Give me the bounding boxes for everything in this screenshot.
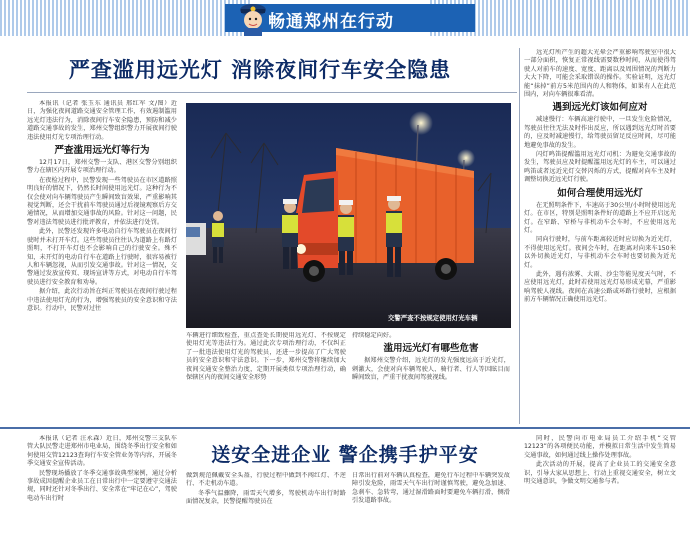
section-header: [0, 0, 690, 36]
second-headline: 送安全进企业 警企携手护平安: [211, 444, 479, 466]
section-divider: [0, 427, 690, 429]
paragraph: 减速慢行：车辆高速行驶中，一旦发生危险情况，驾驶员往往无法及时作出反应，所以遇到远光灯时首要的，应及时减速慢行，给驾驶员留足反应时间，尽可能地避免事故的发生。: [524, 116, 676, 149]
bottom-column-3: [352, 472, 510, 532]
night-checkpoint-photo: [186, 103, 511, 328]
paragraph: 此外，民警还发现许多电动自行车驾驶员在夜间行驶时并未打开车灯。这些驾驶员往往认为道路上有路灯照明，不打开车灯也不会影响自己的行驶安全。殊不知，未开灯的电动自行车在道路上行驶时，很容易被行人和车辆忽视，从而引发交通事故。针对这一情况，交警通过发放宣传页、现场宣讲等方式，对电动自行车驾驶员进行安全教育和劝导。: [27, 228, 177, 286]
paragraph: 远光灯所产生的超大光晕会严重影响驾驶室中很大一部分面积，恢复正常视线需要数秒时间，从而使得驾驶人对前车的速度、宽度、距离以及周围情况的判断力大大下降，可能会采取错误的操作。实验证明，远光灯能“抹掉”前方5米范围内的人和物体，如果有人在此范围内，对向车辆很难看清。: [524, 49, 676, 99]
main-headline: 严查滥用远光灯 消除夜间行车安全隐患: [68, 57, 452, 82]
police-mascot-icon: [236, 0, 270, 36]
headline-rule: [27, 92, 517, 93]
paragraph: 民警现场播放了冬季交通事故典型案例，通过分析事故成因提醒企业员工在日常出行中一定要遵守交通法规，同时还针对冬季出行、安全常在“牢记在心”，驾驶电动车出行时: [27, 469, 177, 502]
paragraph: 冬季气温骤降，雨雪天气增多，驾驶机动车出行时路面情况复杂，民警提醒驾驶员在: [186, 489, 346, 506]
subheading-proper-use: 如何合理使用远光灯: [557, 187, 643, 199]
top-column-4: [524, 49, 676, 423]
paragraph: 日常出行前对车辆认真检查，避免行车过程中车辆突发故障引发危险，雨雪天气车出行时谨慎驾驶，避免急加速、急刹车、急转弯，通过湿滑路面时要避免车辆打滑，侧滑引发道路事故。: [352, 472, 510, 505]
top-column-1: [27, 100, 177, 422]
paragraph: 闪灯鸣笛提醒滥用远光灯司机：为避免交通事故的发生，驾驶员应及时提醒滥用远光灯的车主，可以通过鸣笛或者远近光灯交替闪烁的方式，提醒对向车主及时调整切换近远光灯行驶。: [524, 151, 676, 184]
paragraph: 据郑州交警介绍，远光灯的发光强度远高于近光灯，刺激大，会使对向车辆驾驶人、骑行者、行人等因眩目而瞬间致盲，严重干扰夜间驾驶视线。: [352, 357, 510, 382]
top-column-3: [352, 332, 510, 422]
bottom-column-1: [27, 435, 177, 533]
paragraph: 12月17日，郑州交警一支队、港区交警分别组织警力在辖区内开展专项治理行动。: [27, 159, 177, 175]
paragraph: 持续稳定向好。: [352, 332, 396, 339]
subheading-check: 严查滥用远光灯等行为: [54, 145, 150, 157]
bottom-column-2: [186, 472, 346, 532]
paragraph: 同向行驶时，与前车距离较近时应切换为近光灯，不得使用远光灯。夜间会车时，在距离对向来车150米以外切换近光灯，与非机动车会车时也要切换为近光灯。: [524, 236, 676, 269]
paragraph: 据介绍，此次行动旨在纠正驾驶员在夜间行驶过程中违法使用灯光的行为，增强驾驶员的安全意识和守法意识。行动中，民警对过往: [27, 288, 177, 312]
paragraph: 车辆进行细致检查，重点查处长期使用远光灯、不按规定使用灯光等违法行为。通过此次专项治理行动，不仅纠正了一批违法使用灯光的驾驶员，还进一步提高了广大驾驶员的安全意识和守法意识。下一步，郑州交警将继续加大夜间交通安全整治力度，定期开展类似专项治理行动，确保辖区内的夜间交通安全形势: [186, 332, 346, 382]
top-column-2: [186, 332, 346, 422]
column-divider: [519, 48, 520, 424]
paragraph: 此外，遇有浓雾、大雨、沙尘等能见度天气时，不应使用远光灯，此时若使用远光灯易形成光幕，严重影响驾驶人视线。夜间在高速公路或环路行驶时，应根据前方车辆情况正确使用远光灯。: [524, 270, 676, 304]
section-title: 畅通郑州在行动: [268, 12, 394, 32]
subheading-hazards: 滥用远光灯有哪些危害: [383, 343, 479, 355]
byline-paragraph: 本报讯（记者 张玉东 通讯员 邢红军 文/图）近日，为强化夜间道路交通安全管理工作，有效遏制滥用远光灯违法行为，消除夜间行车安全隐患，预防和减少道路交通事故的发生，郑州交警组织警力开展夜间行驶违法使用灯光专项治理行动。: [27, 100, 177, 141]
news-photo: [186, 103, 511, 328]
paragraph: 此次活动的开展，提高了企业员工的交通安全意识，引导大家从思想上、行动上重视交通安全，树立文明交通意识，争做文明交通参与者。: [524, 461, 676, 486]
byline-paragraph: 本报讯（记者 汪永森）近日，郑州交警三支队车管大队民警走进郑州市电业局，围绕冬季出行安全和如何使用交管12123查询行车安全管业务等内容，开展冬季交通安全宣传活动。: [27, 435, 177, 468]
paragraph: 在夜检过程中，民警发现一些驾驶员在市区道路照明良好的情况下，仍然长时间使用远光灯。这种行为不仅会使对向车辆驾驶员产生瞬间致盲效果，严重影响其视觉判断，还会干扰前车驾驶员通过后视镜观察后方交通情况，从而增加交通事故的风险。针对这一问题，民警对违法驾驶员进行批评教育，并依法进行处罚。: [27, 176, 177, 226]
photo-caption: 交警严查不按规定使用灯光车辆: [388, 314, 478, 322]
bottom-column-4: [524, 435, 676, 533]
subheading-cope: 遇到远光灯该如何应对: [552, 102, 648, 114]
paragraph: 做到规范佩戴安全头盔，行驶过程中做到不闯红灯、不逆行、不走机动车道。: [186, 472, 346, 488]
paragraph: 在无照明条件下，车速高于30公里/小时时使用远光灯。在市区，特别是照明条件好的道路上不应开启远光灯。在窄路、窄桥与非机动车会车时，不应使用远光灯。: [524, 201, 676, 234]
paragraph: 同时，民警向市电业局员工介绍手机“交管12123”的各项便民功能，并模拟日常生活中发生简易交通事故，如何通过线上操作处理事故。: [524, 435, 676, 459]
header-stripe-left: [0, 0, 250, 36]
